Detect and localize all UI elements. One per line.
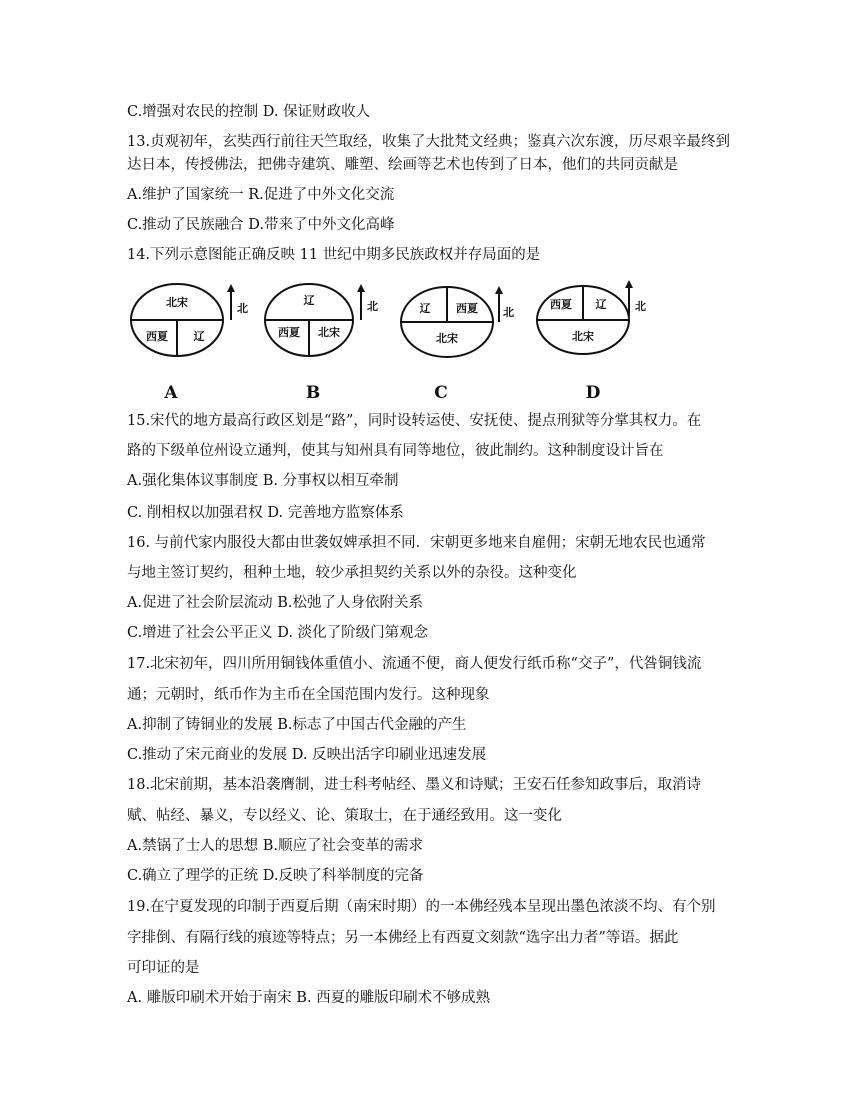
text-line: C.增强对农民的控制 D. 保证财政收人 — [127, 104, 371, 120]
region-label: 北宋 — [318, 326, 340, 339]
question-13-line-1: 13.贞观初年，玄奘西行前往天竺取经，收集了大批梵文经典；鉴真六次东渡，历尽艰辛最终到 — [127, 134, 731, 150]
region-label: 北宋 — [436, 332, 458, 345]
region-label: 辽 — [419, 302, 431, 315]
region-label: 北宋 — [166, 296, 188, 309]
question-15-line-2: 路的下级单位州设立通判，使其与知州具有同等地位，彼此制约。这种制度设计旨在 — [127, 443, 664, 459]
north-arrow-icon — [625, 280, 633, 288]
option-d-diagram — [537, 280, 646, 402]
question-13-option-cd: C.推动了民族融合 D.带来了中外文化高峰 — [127, 217, 395, 233]
north-arrow-icon — [495, 286, 503, 294]
question-19-line-1: 19.在宁夏发现的印制于西夏后期（南宋时期）的一本佛经残本呈现出墨色浓淡不均、有个别 — [127, 899, 716, 915]
north-label: 北 — [635, 300, 646, 313]
question-16-line-2: 与地主签订契约，租种土地，较少承担契约关系以外的杂役。这种变化 — [127, 565, 577, 581]
question-18-option-cd: C.确立了理学的正统 D.反映了科举制度的完备 — [127, 868, 424, 884]
region-label: 西夏 — [146, 330, 168, 343]
option-b-diagram — [265, 284, 378, 402]
region-label: 西夏 — [278, 326, 300, 339]
question-17-option-cd: C.推动了宋元商业的发展 D. 反映出活字印刷业迅速发展 — [127, 747, 487, 763]
question-16-line-1: 16. 与前代家内服役大都由世袭奴婢承担不同．宋朝更多地来自雇佣；宋朝无地农民也通常 — [127, 535, 706, 551]
question-14-stem: 14.下列示意图能正确反映 11 世纪中期多民族政权并存局面的是 — [127, 247, 541, 263]
north-label: 北 — [503, 306, 514, 319]
region-label: 北宋 — [572, 330, 594, 343]
north-arrow-icon — [227, 284, 235, 292]
region-label: 西夏 — [550, 298, 572, 311]
region-label: 辽 — [303, 294, 315, 307]
option-label: A — [164, 383, 178, 402]
question-19-line-3: 可印证的是 — [127, 960, 200, 976]
option-label: C — [434, 383, 448, 402]
question-18-line-2: 赋、帖经、暴义，专以经义、论、策取士，在于通经致用。这一变化 — [127, 808, 562, 824]
question-17-line-2: 通；元朝时，纸币作为主币在全国范围内发行。这种现象 — [127, 687, 490, 703]
question-17-line-1: 17.北宋初年，四川所用铜钱体重值小、流通不便，商人便发行纸币称“交子”，代咎铜钱流 — [127, 656, 702, 672]
question-14-diagram — [127, 280, 657, 402]
question-19-option-ab: A. 雕版印刷术开始于南宋 B. 西夏的雕版印刷术不够成熟 — [127, 990, 491, 1006]
option-c-diagram — [401, 286, 514, 402]
question-15-option-ab: A.强化集体议事制度 B. 分事权以相互牵制 — [127, 473, 399, 489]
question-16-option-cd: C.增进了社会公平正义 D. 淡化了阶级门第观念 — [127, 625, 429, 641]
question-13-option-ab: A.维护了国家统一 R.促进了中外文化交流 — [127, 187, 395, 203]
question-17-option-ab: A.抑制了铸铜业的发展 B.标志了中国古代金融的产生 — [127, 717, 467, 733]
question-19-line-2: 字排倒、有隔行线的痕迹等特点；另一本佛经上有西夏文刻款“选字出力者”等语。据此 — [127, 930, 679, 946]
question-16-option-ab: A.促进了社会阶层流动 B.松弛了人身依附关系 — [127, 595, 423, 611]
north-label: 北 — [237, 302, 248, 315]
option-label: B — [305, 383, 321, 402]
option-a-diagram — [131, 284, 248, 402]
north-label: 北 — [367, 300, 378, 313]
region-label: 辽 — [193, 330, 205, 343]
question-15-line-1: 15.宋代的地方最高行政区划是“路”，同时设转运使、安抚使、提点刑狱等分掌其权力。在 — [127, 413, 702, 429]
north-arrow-icon — [357, 284, 365, 292]
option-label: D — [585, 383, 601, 402]
question-18-line-1: 18.北宋前期，基本沿袭膺制，进士科考帖经、墨义和诗赋；王安石任参知政事后，取消诗 — [127, 777, 702, 793]
question-13-line-2: 达日本，传授佛法，把佛寺建筑、雕塑、绘画等艺术也传到了日本，他们的共同贡献是 — [127, 157, 678, 173]
question-15-option-cd: C. 削相权以加强君权 D. 完善地方监察体系 — [127, 505, 404, 521]
region-label: 西夏 — [456, 302, 478, 315]
question-18-option-ab: A.禁锅了士人的思想 B.顺应了社会变革的需求 — [127, 838, 423, 854]
region-label: 辽 — [595, 298, 607, 311]
